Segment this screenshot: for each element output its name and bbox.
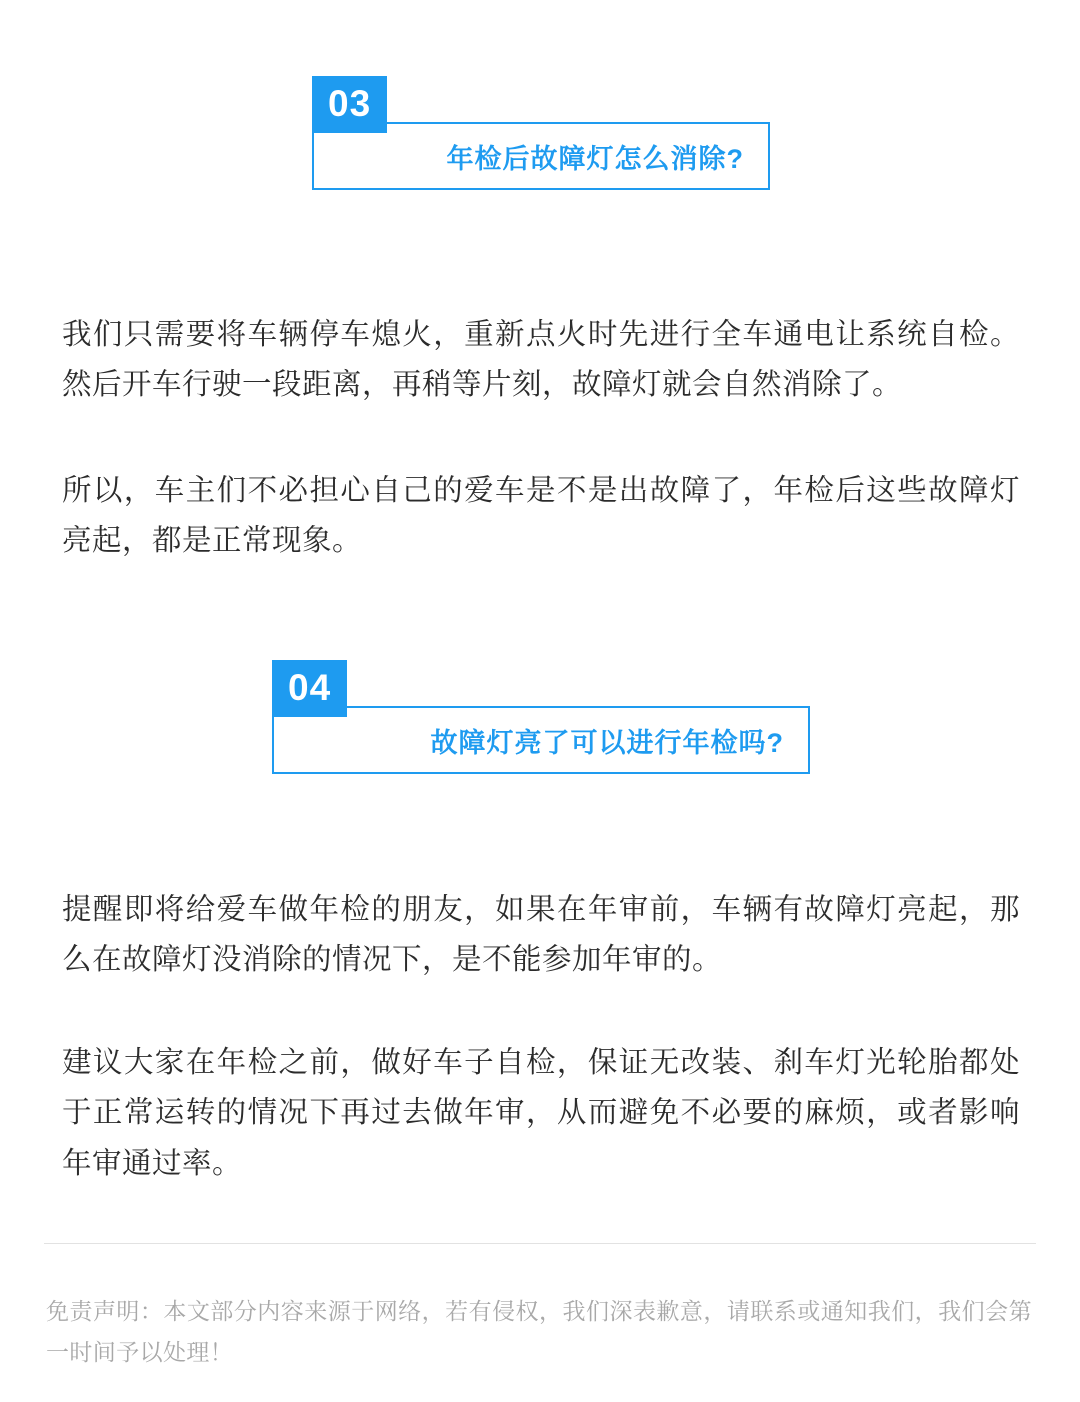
section-04-title-box <box>272 706 810 774</box>
section-04-paragraph-1: 提醒即将给爱车做年检的朋友，如果在年审前，车辆有故障灯亮起，那么在故障灯没消除的情况下，是不能参加年审的。 <box>62 892 1020 977</box>
section-03-title: 年检后故障灯怎么消除? <box>446 143 744 174</box>
disclaimer-text: 免责声明：本文部分内容来源于网络，若有侵权，我们深表歉意，请联系或通知我们，我们会第一时间予以处理！ <box>46 1298 1032 1365</box>
footer-divider <box>44 1243 1036 1244</box>
section-04-number-badge: 04 <box>272 660 347 717</box>
section-04-title: 故障灯亮了可以进行年检吗? <box>430 727 784 758</box>
bottom-strip <box>0 1396 1080 1402</box>
section-04-paragraph-2: 建议大家在年检之前，做好车子自检，保证无改装、刹车灯光轮胎都处于正常运转的情况下再过去做年审，从而避免不必要的麻烦，或者影响年审通过率。 <box>62 1045 1020 1180</box>
section-03-paragraph-1: 我们只需要将车辆停车熄火，重新点火时先进行全车通电让系统自检。然后开车行驶一段距离，再稍等片刻，故障灯就会自然消除了。 <box>62 317 1020 402</box>
section-03-paragraph-2: 所以，车主们不必担心自己的爱车是不是出故障了，年检后这些故障灯亮起，都是正常现象。 <box>62 473 1020 558</box>
section-03-number-badge: 03 <box>312 76 387 133</box>
